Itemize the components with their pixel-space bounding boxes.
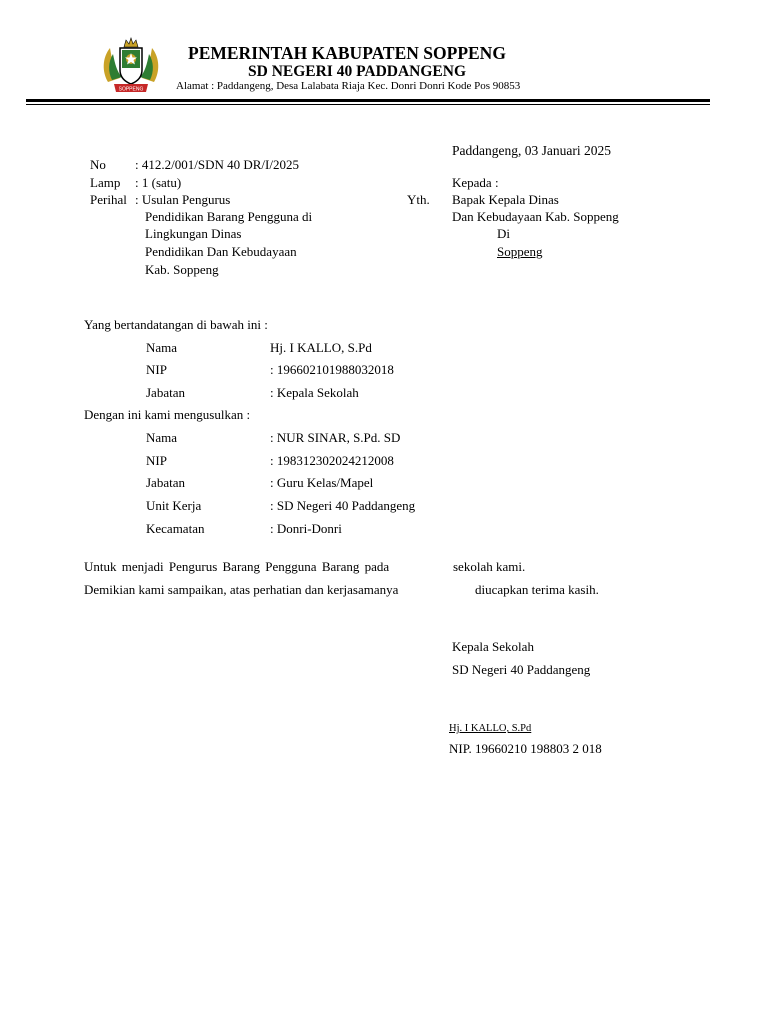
- no-label: No: [90, 157, 106, 172]
- signer-label: NIP: [146, 362, 167, 377]
- nominee-value: : Donri-Donri: [270, 521, 342, 536]
- purpose-text-end: sekolah kami.: [453, 559, 526, 574]
- lamp-label: Lamp: [90, 175, 121, 190]
- letterhead-thin-rule: [26, 104, 710, 105]
- signer-label: Nama: [146, 340, 178, 355]
- letter-date: Paddangeng, 03 Januari 2025: [452, 143, 611, 158]
- perihal-line: Pendidikan Barang Pengguna di: [145, 209, 313, 224]
- proposal-intro: Dengan ini kami mengusulkan :: [84, 407, 251, 422]
- signer-value: : 196602101988032018: [270, 362, 394, 377]
- svg-text:SOPPENG: SOPPENG: [118, 86, 144, 93]
- nominee-value: : 198312302024212008: [270, 453, 394, 468]
- nominee-label: NIP: [146, 453, 167, 468]
- perihal-value: : Usulan Pengurus: [135, 192, 231, 207]
- signer-label: Jabatan: [146, 385, 185, 400]
- recipient-yth: Yth.: [407, 192, 430, 207]
- perihal-line: Kab. Soppeng: [145, 262, 219, 277]
- signature-name: Hj. I KALLO, S.Pd: [449, 723, 532, 734]
- nominee-value: : SD Negeri 40 Paddangeng: [270, 498, 416, 513]
- signer-value: : Kepala Sekolah: [270, 385, 359, 400]
- no-value: : 412.2/001/SDN 40 DR/I/2025: [135, 157, 299, 172]
- nominee-label: Kecamatan: [146, 521, 205, 536]
- nominee-label: Jabatan: [146, 475, 185, 490]
- perihal-label: Perihal: [90, 192, 127, 207]
- letterhead-school: SD NEGERI 40 PADDANGENG: [248, 63, 467, 80]
- letterhead-government: PEMERINTAH KABUPATEN SOPPENG: [188, 43, 506, 63]
- perihal-line: Pendidikan Dan Kebudayaan: [145, 244, 297, 259]
- recipient-di: Di: [497, 226, 510, 241]
- signer-intro: Yang bertandatangan di bawah ini :: [84, 317, 268, 332]
- recipient-line: Dan Kebudayaan Kab. Soppeng: [452, 209, 619, 224]
- nominee-label: Unit Kerja: [146, 498, 202, 513]
- nominee-value: : Guru Kelas/Mapel: [270, 475, 374, 490]
- signature-school: SD Negeri 40 Paddangeng: [452, 662, 591, 677]
- nominee-label: Nama: [146, 430, 178, 445]
- perihal-line: Lingkungan Dinas: [145, 226, 242, 241]
- closing-text-end: diucapkan terima kasih.: [475, 582, 599, 597]
- recipient-kepada: Kepada :: [452, 175, 499, 190]
- signature-title: Kepala Sekolah: [452, 639, 534, 654]
- letterhead-thick-rule: [26, 99, 710, 102]
- signer-value: Hj. I KALLO, S.Pd: [270, 340, 372, 355]
- letterhead-address: Alamat : Paddangeng, Desa Lalabata Riaja Kec. Donri Donri Kode Pos 90853: [176, 80, 521, 92]
- signature-nip: NIP. 19660210 198803 2 018: [449, 741, 602, 756]
- recipient-line: Bapak Kepala Dinas: [452, 192, 559, 207]
- closing-text: Demikian kami sampaikan, atas perhatian dan kerjasamanya: [84, 582, 399, 597]
- nominee-value: : NUR SINAR, S.Pd. SD: [270, 430, 401, 445]
- recipient-place: Soppeng: [497, 244, 543, 259]
- regency-emblem-icon: [100, 34, 162, 96]
- purpose-text: Untuk menjadi Pengurus Barang Pengguna Barang pada: [84, 559, 390, 574]
- lamp-value: : 1 (satu): [135, 175, 182, 190]
